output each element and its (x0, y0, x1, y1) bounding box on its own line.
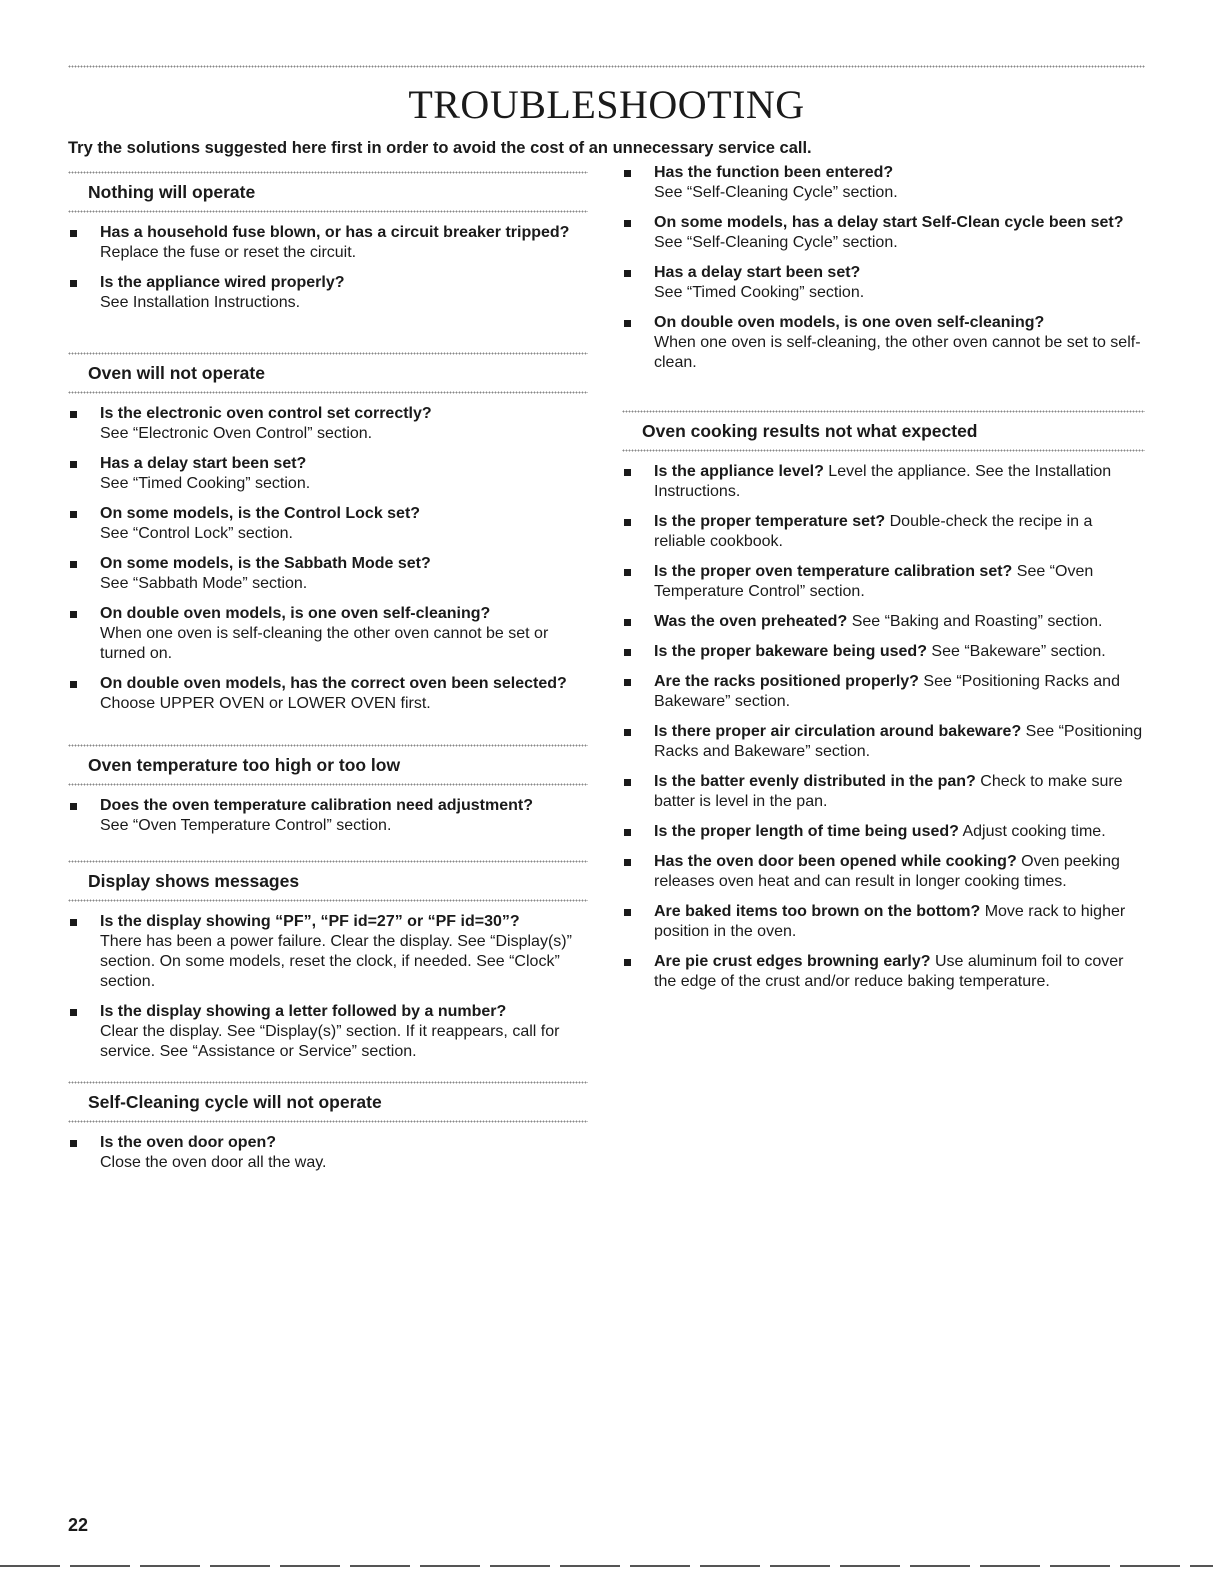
item-answer: See “Sabbath Mode” section. (100, 575, 308, 592)
item-answer: See “Self-Cleaning Cycle” section. (654, 184, 898, 201)
dotted-rule (68, 783, 588, 786)
section-heading: Nothing will operate (88, 182, 256, 202)
list-item (68, 604, 588, 664)
item-question: Does the oven temperature calibration need adjustment? (100, 797, 533, 814)
item-question: Is the proper temperature set? (654, 513, 886, 530)
list-item (622, 562, 1145, 602)
item-answer: Close the oven door all the way. (100, 1154, 327, 1171)
item-question: Is the display showing a letter followed by a number? (100, 1003, 507, 1020)
item-answer: Clear the display. See “Display(s)” section. If it reappears, call for service. See “Assistance or Service” section. (100, 1023, 560, 1060)
bottom-rule (0, 1565, 1213, 1567)
section-header (68, 352, 588, 394)
item-answer: See “Positioning Racks and Bakeware” section. (654, 723, 1143, 760)
dotted-rule (68, 1081, 588, 1084)
section-cooking-results (622, 410, 1145, 992)
dotted-rule (68, 210, 588, 213)
list-item (622, 772, 1145, 812)
list-item (622, 852, 1145, 892)
item-question: Is the oven door open? (100, 1134, 277, 1151)
item-list (68, 404, 588, 714)
dotted-rule (68, 1120, 588, 1123)
item-question: Is the proper bakeware being used? (654, 643, 927, 660)
section-self-cleaning-continued (622, 153, 1145, 373)
page-title: TROUBLESHOOTING (408, 82, 805, 127)
item-answer: Adjust cooking time. (962, 823, 1106, 840)
item-question: Is the appliance level? (654, 463, 824, 480)
item-question: On double oven models, is one oven self-cleaning? (654, 314, 1045, 331)
item-question: Has a delay start been set? (654, 264, 861, 281)
item-list (68, 796, 588, 836)
item-question: On some models, has a delay start Self-Clean cycle been set? (654, 214, 1124, 231)
item-answer: Use aluminum foil to cover the edge of the crust and/or reduce baking temperature. (654, 953, 1124, 990)
section-heading: Self-Cleaning cycle will not operate (88, 1092, 382, 1112)
dotted-rule (68, 171, 588, 174)
section-nothing-will-operate (68, 171, 588, 313)
item-answer: When one oven is self-cleaning the other oven cannot be set or turned on. (100, 625, 549, 662)
item-answer: Level the appliance. See the Installation Instructions. (654, 463, 1112, 500)
item-question: Was the oven preheated? (654, 613, 848, 630)
section-header (622, 410, 1145, 452)
list-item (68, 912, 588, 992)
section-header (68, 1081, 588, 1123)
item-question: Is the appliance wired properly? (100, 274, 345, 291)
item-answer: When one oven is self-cleaning, the other oven cannot be set to self-clean. (654, 334, 1141, 371)
item-question: On some models, is the Control Lock set? (100, 505, 421, 522)
item-question: Is there proper air circulation around bakeware? (654, 723, 1022, 740)
item-answer: See “Timed Cooking” section. (100, 475, 311, 492)
list-item (622, 642, 1145, 662)
dotted-rule (68, 744, 588, 747)
dotted-rule (68, 899, 588, 902)
item-list (622, 462, 1145, 992)
dotted-rule (68, 352, 588, 355)
item-answer: See “Oven Temperature Control” section. (654, 563, 1094, 600)
item-list (68, 223, 588, 313)
dotted-rule (68, 860, 588, 863)
section-self-cleaning (68, 1081, 588, 1173)
item-question: Is the proper length of time being used? (654, 823, 959, 840)
list-item (622, 672, 1145, 712)
list-item (622, 462, 1145, 502)
item-question: Are pie crust edges browning early? (654, 953, 931, 970)
list-item (622, 263, 1145, 303)
item-answer: Move rack to higher position in the oven. (654, 903, 1126, 940)
item-list (68, 912, 588, 1062)
item-answer: See “Electronic Oven Control” section. (100, 425, 373, 442)
list-item (622, 512, 1145, 552)
item-answer: Double-check the recipe in a reliable cookbook. (654, 513, 1093, 550)
list-item (622, 722, 1145, 762)
item-answer: See “Oven Temperature Control” section. (100, 817, 392, 834)
list-item (622, 822, 1145, 842)
intro-text: Try the solutions suggested here first in order to avoid the cost of an unnecessary service call. (68, 139, 812, 157)
top-dotted-rule (68, 65, 1145, 68)
item-answer: Replace the fuse or reset the circuit. (100, 244, 357, 261)
dotted-rule (622, 449, 1145, 452)
page-number: 22 (68, 1515, 89, 1535)
list-item (622, 612, 1145, 632)
list-item (622, 902, 1145, 942)
section-header (68, 171, 588, 213)
item-answer: See “Positioning Racks and Bakeware” section. (654, 673, 1120, 710)
item-question: On double oven models, has the correct oven been selected? (100, 675, 567, 692)
section-heading: Oven cooking results not what expected (642, 421, 978, 441)
item-answer: See “Control Lock” section. (100, 525, 293, 542)
list-item (68, 1002, 588, 1062)
dotted-rule (622, 410, 1145, 413)
list-item (68, 674, 588, 714)
item-question: On double oven models, is one oven self-cleaning? (100, 605, 491, 622)
item-question: Has a delay start been set? (100, 455, 307, 472)
list-item (68, 796, 588, 836)
list-item (68, 554, 588, 594)
list-item (622, 952, 1145, 992)
section-header (68, 860, 588, 902)
item-list (68, 1133, 588, 1173)
item-answer: See “Bakeware” section. (931, 643, 1106, 660)
item-answer: See “Timed Cooking” section. (654, 284, 865, 301)
section-display-shows-messages (68, 860, 588, 1062)
item-question: Are baked items too brown on the bottom? (654, 903, 981, 920)
item-question: Is the display showing “PF”, “PF id=27” or “PF id=30”? (100, 913, 520, 930)
section-heading: Display shows messages (88, 871, 300, 891)
item-answer: Oven peeking releases oven heat and can result in longer cooking times. (654, 853, 1120, 890)
item-question: Has a household fuse blown, or has a circuit breaker tripped? (100, 224, 570, 241)
item-answer: See “Baking and Roasting” section. (851, 613, 1103, 630)
list-item (622, 213, 1145, 253)
list-item (622, 313, 1145, 373)
section-header (68, 744, 588, 786)
dotted-rule (68, 391, 588, 394)
list-item (622, 163, 1145, 203)
item-question: Is the proper oven temperature calibration set? (654, 563, 1013, 580)
item-question: Are the racks positioned properly? (654, 673, 919, 690)
section-heading: Oven will not operate (88, 363, 265, 383)
item-question: Has the oven door been opened while cooking? (654, 853, 1017, 870)
item-question: Has the function been entered? (654, 164, 894, 181)
item-answer: There has been a power failure. Clear the display. See “Display(s)” section. On some models, reset the clock, if needed. See “Clock” section. (100, 933, 572, 990)
section-oven-will-not-operate (68, 352, 588, 714)
item-question: Is the electronic oven control set correctly? (100, 405, 432, 422)
list-item (68, 454, 588, 494)
item-answer: See Installation Instructions. (100, 294, 301, 311)
section-heading: Oven temperature too high or too low (88, 755, 401, 775)
item-answer: Choose UPPER OVEN or LOWER OVEN first. (100, 695, 431, 712)
item-question: Is the batter evenly distributed in the pan? (654, 773, 976, 790)
item-answer: Check to make sure batter is level in the pan. (654, 773, 1123, 810)
section-oven-temperature (68, 744, 588, 836)
item-list (622, 163, 1145, 373)
list-item (68, 404, 588, 444)
list-item (68, 504, 588, 544)
list-item (68, 223, 588, 263)
list-item (68, 1133, 588, 1173)
list-item (68, 273, 588, 313)
item-answer: See “Self-Cleaning Cycle” section. (654, 234, 898, 251)
item-question: On some models, is the Sabbath Mode set? (100, 555, 431, 572)
